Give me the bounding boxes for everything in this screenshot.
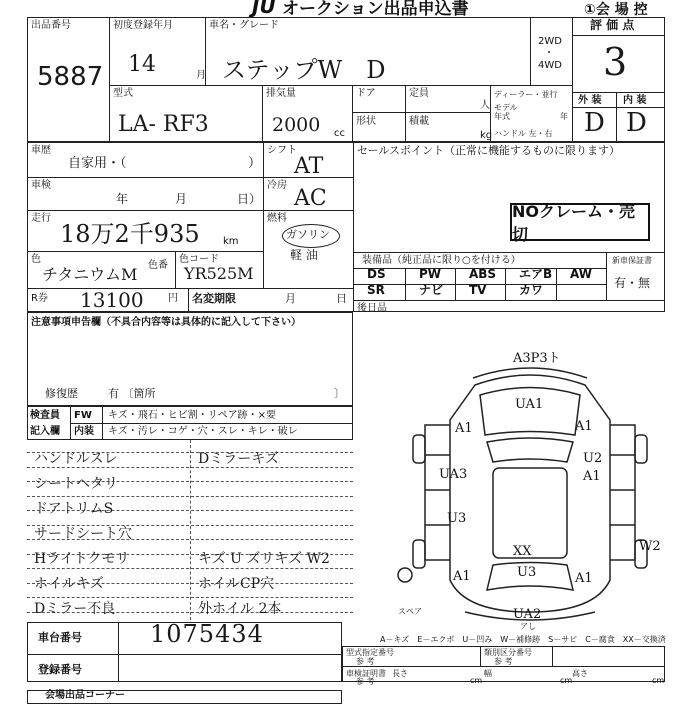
registration-unit: 月 [196,70,206,81]
damage-mark: U2 [583,451,603,466]
name-change-day: 日 [336,292,347,305]
score-value: 3 [603,40,628,84]
repair-label: 修復歴 [45,387,78,400]
gasoline-circle [282,224,340,248]
footer-text: 会場出品コーナー [45,690,125,701]
under-note: アし [520,622,536,631]
shape-label: 形状 [356,116,376,127]
history-label: 車歴 [31,145,51,156]
colorcode-label: 色コード [179,254,219,265]
handwritten-note: キズ U ズリキズ W2 [198,551,330,567]
damage-mark: UA3 [439,467,468,482]
form-title: オークション出品申込書 [282,0,469,19]
exterior-value: D [584,108,605,138]
displacement-label: 排気量 [266,88,296,99]
handwritten-note: ハンドルスレ [34,451,118,467]
handwritten-note: 外ホイル 2本 [198,601,282,617]
spare-label: スペア [398,607,422,616]
color-value: チタニウムM [42,265,138,284]
damage-mark: A1 [583,469,601,484]
equip-r2-1: ナビ [419,283,444,297]
damage-mark: W2 [639,539,661,554]
drive-2wd: 2WD [538,36,562,47]
damage-mark: UA1 [515,397,544,412]
handwritten-note: ホイルCP穴 [198,576,275,592]
name-change-label: 名変期限 [192,292,236,305]
car-name-value: ステップW D [222,56,386,84]
aircon-label: 冷房 [267,180,287,191]
later-label: 後日品 [357,303,387,314]
mileage-value: 18万2千935 [60,220,200,248]
brand-logo: JU [252,0,276,18]
handwritten-note: Hライトクモリ [34,551,130,567]
drive-dot: ・ [544,48,554,59]
interior-value: D [626,108,647,138]
door-label: ドア [356,88,376,99]
sales-point-label: セールスポイント（正常に機能するものに限ります） [357,144,621,157]
height-label: 高さ [572,669,588,678]
equipment-label: 装備品（純正品に限り○を付ける） [362,255,521,266]
exterior-label: 外 装 [578,95,602,106]
aircon-value: AC [294,186,327,211]
no-claim-stamp: NOクレーム・売切 [510,203,650,241]
score-label: 評 価 点 [590,18,635,32]
equip-r1-2: ABS [469,267,497,281]
owner-manual-value: 有・無 [614,276,651,290]
handwritten-note: シートヘタリ [34,476,118,492]
interior-label: 内 装 [623,95,647,106]
registration-value: 14 [128,52,156,77]
equip-r1-0: DS [367,267,386,281]
copy-label: ①会 場 控 [584,2,648,18]
length-unit: cm [470,676,483,685]
displacement-unit: cc [334,128,345,139]
colorcode-value: YR525M [184,264,254,283]
damage-mark: U3 [517,565,537,580]
model-year-label2: 年式 [494,112,510,121]
dealer-label: ディーラー・並行 [494,90,558,99]
drive-4wd: 4WD [538,60,562,71]
cert-label: 車検証明書 [346,669,386,678]
width-unit: cm [560,676,573,685]
inspector-row1-text: キズ・飛石・ヒビ割・リペア跡・×要 [108,410,276,421]
inspection-month: 月 [175,192,188,206]
displacement-value: 2000 [272,114,321,136]
equip-r2-3: カワ [519,283,544,297]
type-spec-label: 型式指定番号 [346,648,394,657]
damage-mark: U3 [447,511,467,526]
capacity-label: 定員 [409,88,429,99]
damage-mark: A1 [575,571,593,586]
repair-close: 〕 [334,387,345,400]
type-spec-sub: 参 考 [356,657,375,666]
kg-unit: kg [480,130,493,141]
recycle-label: R券 [31,293,48,304]
model-year-label1: モデル [494,103,518,112]
model-label: 型式 [113,88,133,99]
person-unit: 人 [480,100,490,111]
equip-r1-1: PW [419,267,442,281]
repair-value: 有 〔箇所 [108,387,156,400]
recycle-unit: 円 [168,293,178,304]
damage-mark: A3P3ト [513,351,561,366]
owner-manual-label: 新車保証書 [612,256,652,265]
shift-label: シフト [267,145,297,156]
equip-r2-2: TV [469,283,487,297]
handwritten-note: サードシート穴 [34,526,132,542]
equip-r2-0: SR [367,283,385,297]
color-code-label: 色番 [148,260,168,271]
damage-mark: XX [513,544,532,559]
damage-mark: A1 [455,421,473,436]
inspector-row2-tag: 内装 [74,426,94,437]
handwritten-note: Dミラーキズ [198,451,279,467]
damage-legend: A－キズ E－エクボ U－凹み W－補修跡 S－サビ C－腐食 XX－交換済 [380,635,666,644]
inspection-label: 車検 [31,180,51,191]
inspection-day: 日） [237,192,262,206]
car-damage-diagram [395,350,665,630]
history-close: ） [248,156,262,171]
handwritten-note: ドアトリムS [34,501,114,517]
fuel-diesel: 軽 油 [290,248,318,262]
length-label: 長さ [392,669,408,678]
inspection-year: 年 [116,192,129,206]
class-spec-sub: 参 考 [494,657,513,666]
width-label: 幅 [484,669,492,678]
load-label: 積載 [409,116,429,127]
inspector-label1: 検査員 [30,410,60,421]
mileage-unit: km [223,236,239,247]
model-value: LA- RF3 [118,112,209,137]
class-spec-label: 類別区分番号 [484,648,532,657]
chassis-value: 1075434 [150,620,264,648]
equip-r1-3: エアB [519,267,553,281]
inspector-row1-tag: FW [74,410,92,421]
car-name-label: 車名・グレード [209,20,279,31]
chassis-label: 車台番号 [38,631,82,644]
registration-label: 初度登録年月 [113,20,173,31]
cert-sub: 参 考 [356,677,375,686]
handle-label: ハンドル 左・右 [494,129,553,138]
handwritten-note: ホイルキズ [34,576,104,592]
fuel-gasoline: ガソリン [286,228,330,241]
inspector-label2: 記入欄 [30,426,60,437]
equip-r1-4: AW [570,267,592,281]
mileage-label: 走行 [31,213,51,224]
height-unit: cm [652,676,665,685]
recycle-value: 13100 [80,288,144,312]
damage-mark: A1 [575,419,593,434]
handwritten-note: Dミラー不良 [34,601,116,617]
damage-mark: UA2 [513,607,542,622]
notes-label: 注意事項申告欄（不具合内容等は具体的に記入して下さい） [31,317,301,328]
color-label: 色 [31,254,41,265]
lot-number: 5887 [37,62,104,92]
name-change-month: 月 [285,292,296,305]
damage-mark: A1 [453,569,471,584]
register-label: 登録番号 [38,663,82,676]
history-value: 自家用・（ [68,156,127,171]
inspector-row2-text: キズ・汚レ・コゲ・穴・スレ・キレ・破レ [108,426,298,437]
shift-value: AT [294,154,324,179]
lot-label: 出品番号 [31,20,71,31]
fuel-label: 燃料 [267,213,287,224]
year-unit: 年 [560,112,568,121]
